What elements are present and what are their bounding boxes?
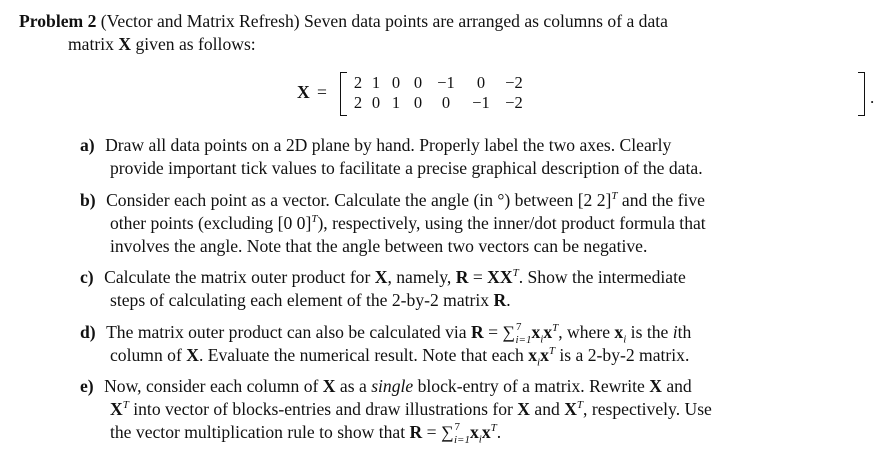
matrix-cell: 0 bbox=[413, 73, 423, 92]
matrix-cell: 1 bbox=[371, 73, 381, 92]
matrix-cell: 2 bbox=[353, 93, 363, 112]
part-e-label: e) bbox=[80, 376, 94, 396]
problem-label: Problem 2 bbox=[19, 11, 97, 31]
part-a-label: a) bbox=[80, 135, 95, 155]
matrix-cell: 0 bbox=[371, 93, 381, 112]
matrix-cell: 0 bbox=[441, 93, 451, 112]
matrix-cell: 0 bbox=[476, 73, 486, 92]
matrix-cell: −1 bbox=[472, 93, 490, 112]
matrix-cell: −1 bbox=[437, 73, 455, 92]
part-c-label: c) bbox=[80, 267, 94, 287]
matrix-cell: 1 bbox=[391, 93, 401, 112]
part-e-line2: $X^T$ into vector of blocks-entries and draw illustrations for X and $X^T$, respectively. Use bbox=[110, 399, 712, 419]
right-bracket bbox=[858, 72, 865, 116]
part-a-line2: provide important tick values to facilitate a precise graphical description of the data. bbox=[110, 158, 703, 178]
part-d-line2: column of X. Evaluate the numerical result. Note that each $x_ix^T$ is a 2-by-2 matrix. bbox=[110, 345, 690, 369]
problem-heading-line2: matrix X given as follows: bbox=[68, 34, 256, 54]
part-d-label: d) bbox=[80, 322, 96, 342]
matrix-cell: −2 bbox=[505, 73, 523, 92]
part-b-line3: involves the angle. Note that the angle between two vectors can be negative. bbox=[110, 236, 648, 256]
left-bracket bbox=[340, 72, 347, 116]
part-c-line2: steps of calculating each element of the 2-by-2 matrix R. bbox=[110, 290, 511, 310]
matrix-name: X bbox=[297, 82, 310, 102]
part-b-line2: other points (excluding [0 0]$^T$), respectively, using the inner/dot product formula that bbox=[110, 213, 706, 233]
part-b: b) Consider each point as a vector. Calculate the angle (in °) between [2 2]$^T$ and the five bbox=[80, 190, 705, 210]
part-c: c) Calculate the matrix outer product for X, namely, $R = XX^T$. Show the intermediate bbox=[80, 267, 686, 287]
matrix-entries bbox=[349, 73, 529, 113]
part-e-line3: the vector multiplication rule to show that $R = \sum^7_{i=1}x_ix^T$. bbox=[110, 421, 502, 446]
problem-heading bbox=[19, 10, 668, 32]
problem-document: Problem 2 (Vector and Matrix Refresh) Seven data points are arranged as columns of a data matrix X given as follows: X = 2 1 0 0 −1 0 −2 2 0 1 0 0 −1 −2 . a) Draw all data points on a 2D plane by hand. Properly label the two axes. Clearly provide important tick values to facilitate a precise graphical description of the data. b) Consider each point as a vector. Calculate the angle (in °) between [2 2]$^T$ and the five other points (excluding [0 0]$^T$), respectively, using the inner/dot product formula that involves the angle. Note that the angle between two vectors can be negative. c) Calculate the matrix outer product for X, namely, $R = XX^T$. Show the intermediate steps of calculating each element of the 2-by-2 matrix R. d) The matrix outer product can also be calculated via $R = \sum^7_{i=1}x_ix^T$, where $x_i$ is the ith column of X. Evaluate the numerical result. Note that each $x_ix^T$ is a 2-by-2 matrix. e) Now, consider each column of X as a single block-entry of a matrix. Rewrite X and $X^T$ into vector of blocks-entries and draw illustrations for X and $X^T$, respectively. Use the vector multiplication rule to show that $R = \sum^7_{i=1}x_ix^T$. bbox=[19, 11, 874, 446]
matrix-equals: = bbox=[317, 82, 327, 102]
part-d: d) The matrix outer product can also be calculated via $R = \sum^7_{i=1}x_ix^T$, where $x_i$ is the ith bbox=[80, 321, 692, 346]
part-a: a) Draw all data points on a 2D plane by hand. Properly label the two axes. Clearly bbox=[80, 135, 672, 155]
matrix-cell: −2 bbox=[505, 93, 523, 112]
problem-title: (Vector and Matrix Refresh) Seven data points are arranged as columns of a data bbox=[100, 11, 668, 31]
matrix-cell: 2 bbox=[353, 73, 363, 92]
part-e: e) Now, consider each column of X as a single block-entry of a matrix. Rewrite X and bbox=[80, 376, 692, 396]
part-b-label: b) bbox=[80, 190, 96, 210]
matrix-cell: 0 bbox=[413, 93, 423, 112]
matrix-cell: 0 bbox=[391, 73, 401, 92]
